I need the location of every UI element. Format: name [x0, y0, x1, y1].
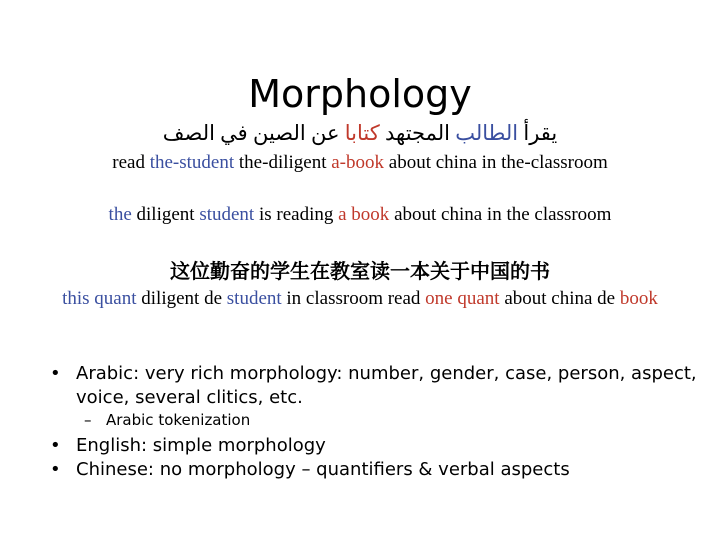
bullet-item [50, 434, 700, 458]
chinese-gloss-segment: book [619, 288, 658, 309]
bullet-text: Arabic: very rich morphology: number, gender, case, person, aspect, voice, several clitics, etc. [76, 363, 697, 408]
chinese-sentence: 这位勤奋的学生在教室读一本关于中国的书 [170, 259, 550, 283]
gloss-segment: about china in the-classroom [384, 152, 608, 173]
english-segment: the [108, 204, 132, 225]
sub-bullet-dash: – [84, 411, 92, 429]
arabic-gloss [0, 151, 720, 175]
bullet-list [50, 362, 700, 482]
chinese-gloss-segment: student [226, 288, 282, 309]
english-segment: a book [338, 204, 390, 225]
gloss-segment: read [112, 152, 150, 173]
bullet-dot: • [50, 435, 61, 456]
chinese-gloss-segment: about china de [499, 288, 620, 309]
sub-bullet-text: Arabic tokenization [106, 411, 251, 429]
bullet-item [50, 458, 700, 482]
arabic-word: المجتهد [385, 121, 450, 145]
bullet-text: English: simple morphology [76, 435, 326, 456]
english-segment: is reading [254, 204, 339, 225]
arabic-word: عن الصين في الصف [162, 121, 340, 145]
bullet-dot: • [50, 363, 61, 384]
arabic-word: كتابا [344, 121, 380, 145]
english-segment: diligent [131, 204, 200, 225]
chinese-gloss [0, 287, 720, 311]
arabic-word: يقرأ [523, 121, 558, 145]
gloss-segment: a-book [331, 152, 385, 173]
chinese-gloss-segment: diligent de [136, 288, 227, 309]
chinese-gloss-segment: one quant [425, 288, 500, 309]
arabic-sentence [0, 120, 720, 146]
chinese-gloss-segment: this quant [62, 288, 137, 309]
english-sentence [0, 203, 720, 227]
chinese-gloss-segment: in classroom read [281, 288, 426, 309]
sub-bullet-item [50, 410, 700, 430]
english-segment: student [199, 204, 255, 225]
english-segment: about china in the classroom [389, 204, 612, 225]
gloss-segment: the-student [149, 152, 235, 173]
gloss-segment: the-diligent [234, 152, 332, 173]
bullet-item [50, 362, 700, 410]
bullet-text: Chinese: no morphology – quantifiers & verbal aspects [76, 459, 570, 480]
bullet-dot: • [50, 459, 61, 480]
arabic-word: الطالب [455, 121, 519, 145]
slide-title: Morphology [248, 72, 472, 116]
